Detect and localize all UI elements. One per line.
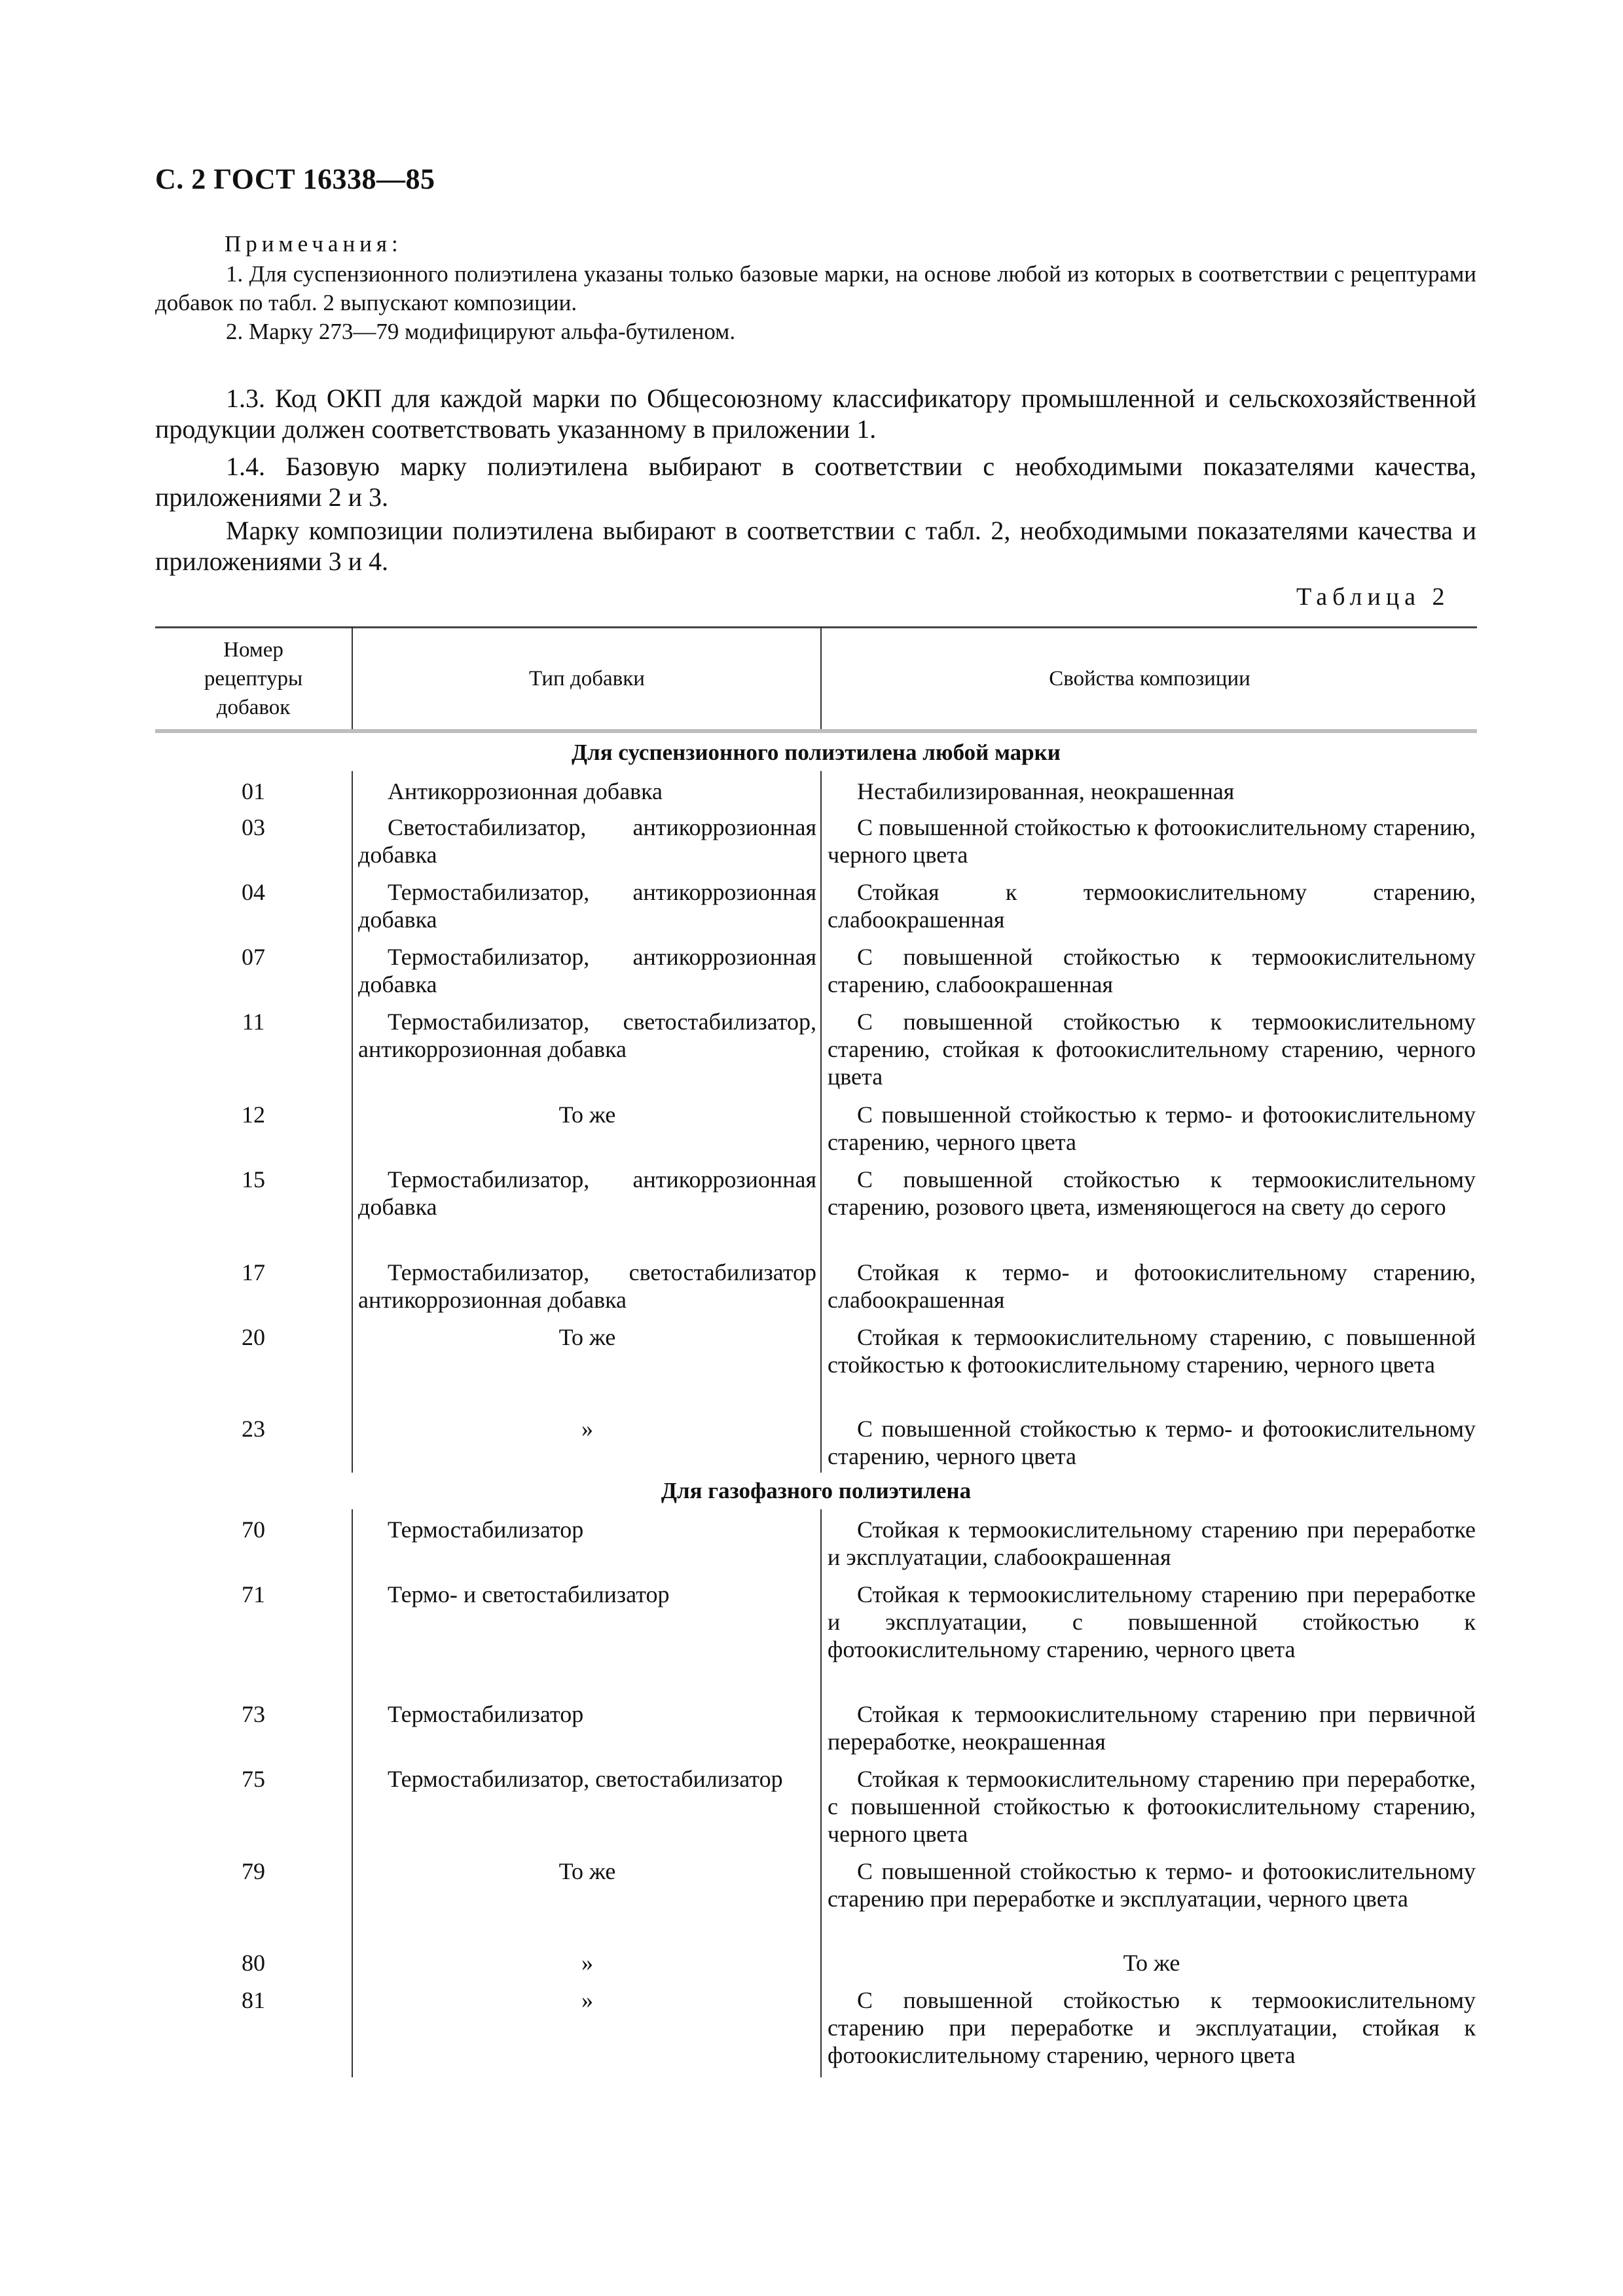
recipe-number: 17 — [242, 1259, 265, 1285]
composition-properties: С повышенной стойкостью к термо- и фотоокислительному старению, черного цвета — [828, 1416, 1476, 1469]
composition-properties: Стойкая к термоокислительному старению при первичной переработке, неокрашенная — [828, 1701, 1476, 1755]
recipe-number: 81 — [242, 1987, 265, 2013]
section2-divider-1 — [352, 1509, 353, 2077]
recipe-number: 80 — [242, 1950, 265, 1976]
paragraph-1-3: 1.3. Код ОКП для каждой марки по Общесоюзному классификатору промышленной и сельскохозяйственной продукции должен соответствовать указанному в приложении 1. — [155, 384, 1476, 444]
additive-type: Светостабилизатор, антикоррозионная добавка — [358, 814, 816, 868]
recipe-number: 79 — [242, 1858, 265, 1884]
composition-properties: С повышенной стойкостью к фотоокислительному старению, черного цвета — [828, 814, 1476, 868]
composition-properties: Нестабилизированная, неокрашенная — [857, 778, 1235, 804]
additive-type: То же — [558, 1324, 616, 1350]
additive-type: То же — [558, 1858, 616, 1884]
header-composition-properties: Свойства композиции — [1049, 667, 1250, 691]
composition-properties: С повышенной стойкостью к термоокислительному старению, стойкая к фотоокислительному старению, черного цвета — [828, 1009, 1476, 1090]
additive-type: Термо- и светостабилизатор — [388, 1581, 670, 1607]
composition-properties: Стойкая к термоокислительному старению при переработке и эксплуатации, с повышенной стойкостью к фотоокислительному старению, черного цвета — [828, 1581, 1476, 1662]
additive-type: » — [581, 1416, 593, 1442]
header-divider-2 — [820, 626, 822, 729]
composition-properties: Стойкая к термоокислительному старению при переработке и эксплуатации, слабоокрашенная — [828, 1516, 1476, 1570]
composition-properties: Стойкая к термоокислительному старению, слабоокрашенная — [828, 879, 1476, 933]
additive-type: » — [581, 1950, 593, 1976]
composition-properties: Стойкая к термоокислительному старению, с повышенной стойкостью к фотоокислительному старению, черного цвета — [828, 1324, 1476, 1378]
additive-type: Термостабилизатор, антикоррозионная добавка — [358, 879, 816, 933]
composition-properties: С повышенной стойкостью к термоокислительному старению, слабоокрашенная — [828, 944, 1476, 997]
paragraph-composition: Марку композиции полиэтилена выбирают в соответствии с табл. 2, необходимыми показателями качества и приложениями 3 и 4. — [155, 516, 1476, 576]
additive-type: Термостабилизатор, светостабилизатор, антикоррозионная добавка — [358, 1009, 816, 1062]
additive-type: Термостабилизатор, светостабилизатор антикоррозионная добавка — [358, 1259, 816, 1313]
recipe-number: 01 — [242, 778, 265, 804]
composition-properties: Стойкая к термоокислительному старению при переработке, с повышенной стойкостью к фотоокислительному старению, черного цвета — [828, 1766, 1476, 1847]
section-title-suspension: Для суспензионного полиэтилена любой марки — [572, 740, 1061, 765]
header-divider-1 — [352, 626, 353, 729]
page-header: С. 2 ГОСТ 16338—85 — [155, 163, 435, 195]
additive-type: Термостабилизатор, светостабилизатор — [388, 1766, 783, 1792]
composition-properties: С повышенной стойкостью к термоокислительному старению при переработке и эксплуатации, стойкая к фотоокислительному старению, черного цвета — [828, 1987, 1476, 2068]
composition-properties: Стойкая к термо- и фотоокислительному старению, слабоокрашенная — [828, 1259, 1476, 1313]
note-1: 1. Для суспензионного полиэтилена указаны только базовые марки, на основе любой из которых в соответствии с рецептурами добавок по табл. 2 выпускают композиции. — [155, 261, 1476, 315]
additive-type: Термостабилизатор — [388, 1701, 584, 1727]
table-label: Таблица 2 — [1296, 583, 1450, 611]
recipe-number: 73 — [242, 1701, 265, 1727]
recipe-number: 23 — [242, 1416, 265, 1442]
recipe-number: 20 — [242, 1324, 265, 1350]
note-2: 2. Марку 273—79 модифицируют альфа-бутиленом. — [226, 319, 736, 344]
composition-properties: С повышенной стойкостью к термо- и фотоокислительному старению, черного цвета — [828, 1102, 1476, 1155]
recipe-number: 15 — [242, 1166, 265, 1193]
section-title-gas-phase: Для газофазного полиэтилена — [661, 1478, 972, 1503]
additive-type: Термостабилизатор, антикоррозионная добавка — [358, 944, 816, 997]
recipe-number: 04 — [242, 879, 265, 905]
recipe-number: 71 — [242, 1581, 265, 1607]
recipe-number: 75 — [242, 1766, 265, 1792]
additive-type: Термостабилизатор, антикоррозионная добавка — [358, 1166, 816, 1220]
composition-properties: С повышенной стойкостью к термо- и фотоокислительному старению при переработке и эксплуатации, черного цвета — [828, 1858, 1476, 1912]
recipe-number: 03 — [242, 814, 265, 840]
recipe-number: 70 — [242, 1516, 265, 1543]
paragraph-1-4: 1.4. Базовую марку полиэтилена выбирают в соответствии с необходимыми показателями качества, приложениями 2 и 3. — [155, 452, 1476, 512]
additive-type: Термостабилизатор — [388, 1516, 584, 1543]
notes-title: Примечания: — [225, 231, 403, 257]
composition-properties: То же — [1123, 1950, 1180, 1976]
recipe-number: 12 — [242, 1102, 265, 1128]
recipe-number: 07 — [242, 944, 265, 970]
section1-divider-1 — [352, 771, 353, 1473]
composition-properties: С повышенной стойкостью к термоокислительному старению, розового цвета, изменяющегося на свету до серого — [828, 1166, 1476, 1220]
recipe-number: 11 — [242, 1009, 265, 1035]
additive-type: Антикоррозионная добавка — [388, 778, 663, 804]
table-header-rule — [155, 729, 1477, 733]
header-recipe-number: Номер рецептуры добавок — [204, 638, 303, 719]
additive-type: То же — [558, 1102, 616, 1128]
header-additive-type: Тип добавки — [529, 667, 645, 691]
additive-type: » — [581, 1987, 593, 2013]
